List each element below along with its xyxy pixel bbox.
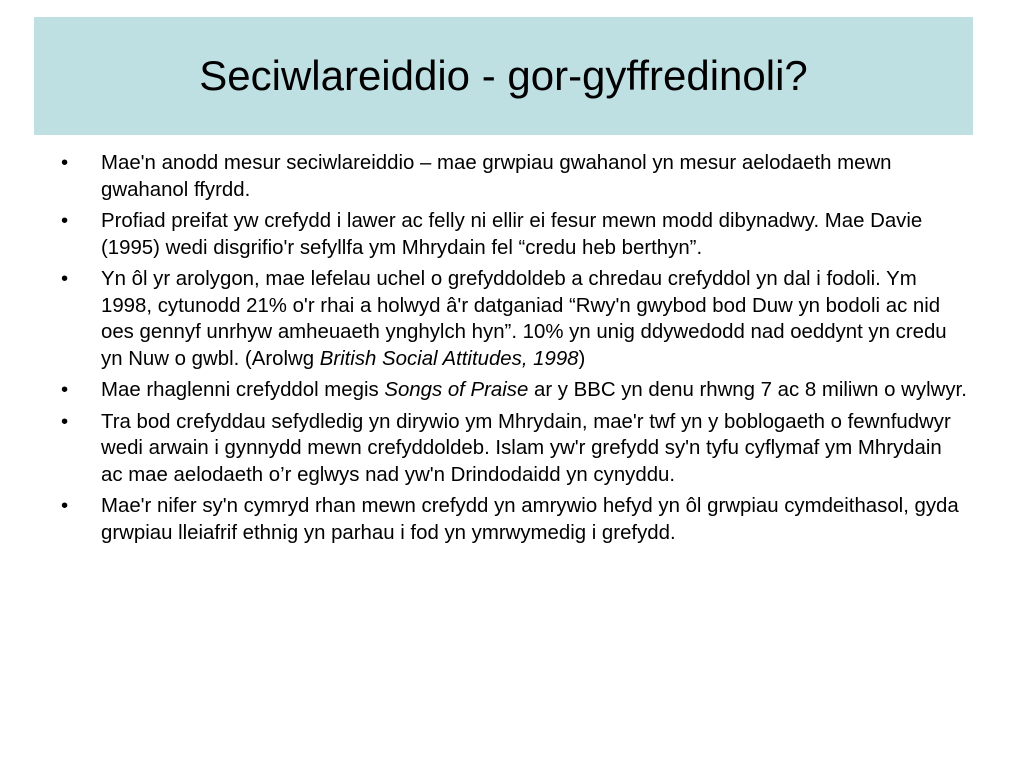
bullet-text: Tra bod crefyddau sefydledig yn dirywio ym Mhrydain, mae'r twf yn y boblogaeth o fewnfudwyr wedi arwain i gynnydd mewn crefyddoldeb. Islam yw'r grefydd sy'n tyfu cyflymaf ym Mhrydain ac mae aelodaeth o’r eglwys nad yw'n Drindodaidd yn cynyddu. [101,410,951,486]
bullet-text-start: Mae rhaglenni crefyddol megis [101,379,385,401]
bullet-text: Profiad preifat yw crefydd i lawer ac felly ni ellir ei fesur mewn modd dibynadwy. Mae Davie (1995) wedi disgrifio'r sefyllfa ym Mhrydain fel “credu heb berthyn”. [101,210,923,259]
bullet-item-4 [58,377,968,404]
slide-body [58,150,968,551]
bullet-item-6 [58,493,968,546]
bullet-list [58,150,968,546]
bullet-text-start: Yn ôl yr arolygon, mae lefelau uchel o grefyddoldeb a chredau crefyddol yn dal i fodoli. Ym 1998, cytunodd 21% o'r rhai a holwyd â'r datganiad “Rwy'n gwybod bod Duw yn bodoli ac nid oes gennyf unrhyw amheuaeth ynghylch hyn”. 10% yn unig ddywedodd nad oeddynt yn credu yn Nuw o gwbl. (Arolwg [101,268,947,370]
bullet-text [101,268,947,370]
bullet-item-3 [58,266,968,372]
bullet-dot-icon: • [61,210,69,232]
programme-title: Songs of Praise [384,379,529,401]
title-band [34,17,973,135]
bullet-text: Mae'r nifer sy'n cymryd rhan mewn crefydd yn amrywio hefyd yn ôl grwpiau cymdeithasol, gyda grwpiau lleiafrif ethnig yn parhau i fod yn ymrwymedig i grefydd. [101,495,959,544]
bullet-dot-icon: • [61,268,69,290]
bullet-text-end: ) [578,347,586,370]
bullet-text [101,379,967,401]
bullet-item-2 [58,208,968,261]
bullet-dot-icon: • [61,410,69,433]
bullet-dot-icon: • [61,152,69,174]
bullet-text: Mae'n anodd mesur seciwlareiddio – mae grwpiau gwahanol yn mesur aelodaeth mewn gwahanol ffyrdd. [101,152,892,201]
bullet-dot-icon: • [61,495,69,517]
bullet-dot-icon: • [61,379,69,401]
slide-title: Seciwlareiddio - gor-gyffredinoli? [199,52,808,99]
bullet-item-5 [58,409,968,489]
bullet-item-1 [58,150,968,203]
bullet-text-end: ar y BBC yn denu rhwng 7 ac 8 miliwn o wylwyr. [528,379,967,401]
survey-title: British Social Attitudes, 1998 [319,347,579,370]
